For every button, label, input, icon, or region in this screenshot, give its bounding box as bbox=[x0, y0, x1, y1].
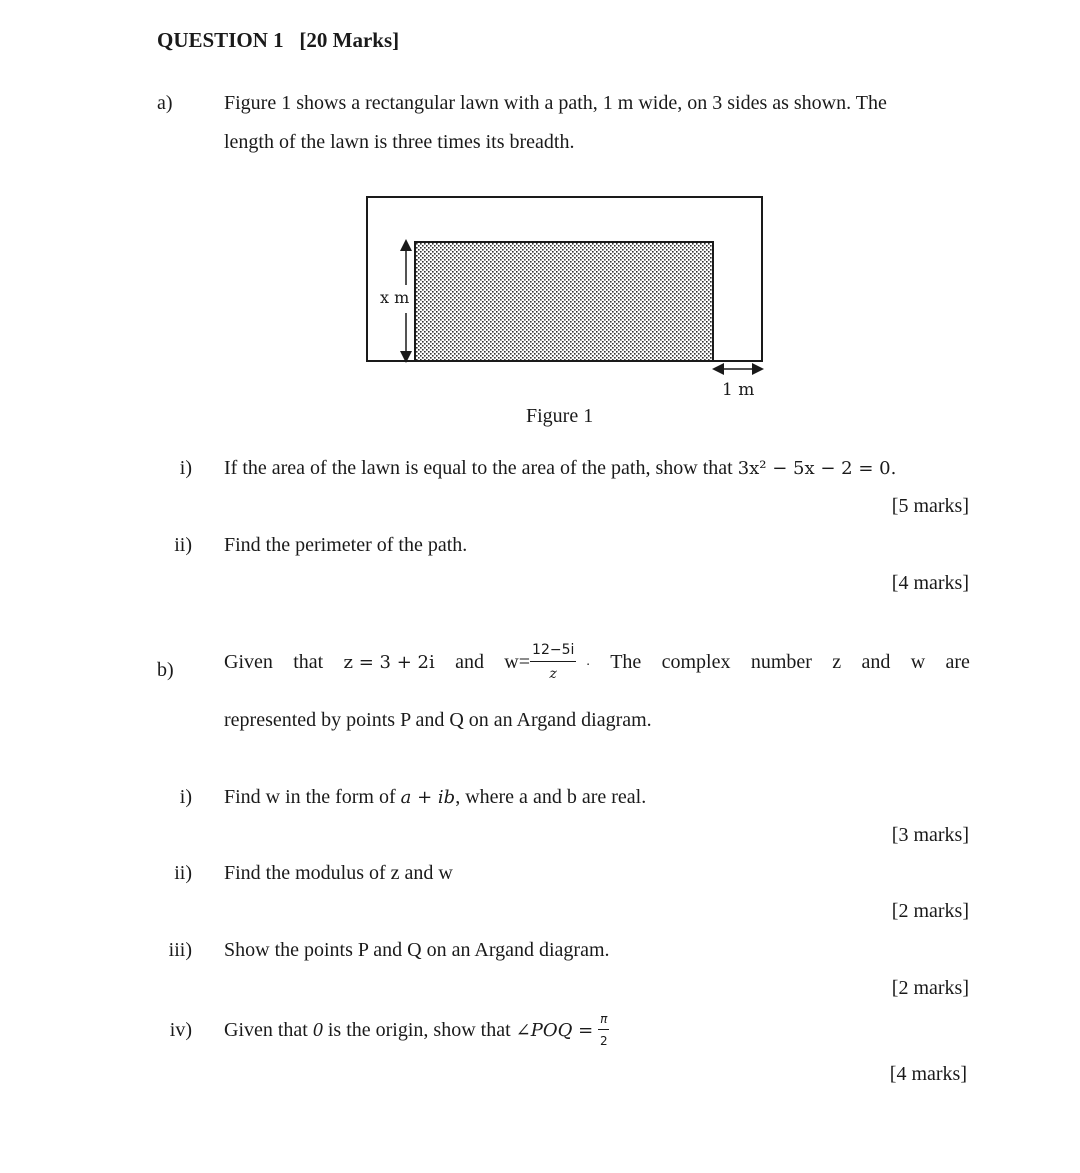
pi-over-two-fraction bbox=[598, 1012, 609, 1048]
part-b-and: and bbox=[455, 650, 484, 673]
part-b-i-text-before: Find w in the form of bbox=[224, 786, 396, 808]
part-b-given: Given bbox=[224, 650, 273, 673]
w-fraction bbox=[530, 642, 576, 682]
part-b-that: that bbox=[293, 650, 324, 673]
part-a-ii-label: ii) bbox=[174, 534, 192, 556]
part-b-complex: complex bbox=[661, 650, 731, 673]
path-width-label: 1 m bbox=[722, 380, 755, 400]
part-b-iv-marks: [4 marks] bbox=[889, 1063, 967, 1085]
part-a-i-label: i) bbox=[179, 457, 192, 479]
question-heading bbox=[157, 28, 399, 53]
part-b-iii-text: Show the points P and Q on an Argand diagram. bbox=[224, 939, 610, 961]
part-b-ii-text: Find the modulus of z and w bbox=[224, 862, 453, 884]
part-b-dot: . bbox=[586, 654, 590, 669]
part-a-ii-marks: [4 marks] bbox=[891, 572, 969, 594]
w-fraction-denominator: z bbox=[549, 666, 557, 682]
part-b-iii-marks: [2 marks] bbox=[891, 977, 969, 999]
part-b-iv-text-before: Given that bbox=[224, 1018, 308, 1041]
question-total-marks: [20 Marks] bbox=[299, 28, 400, 52]
part-b-label: b) bbox=[157, 659, 174, 681]
part-a-text-line2: length of the lawn is three times its breadth. bbox=[224, 131, 575, 153]
part-b-ii-label: ii) bbox=[174, 862, 192, 884]
part-b-line1 bbox=[224, 642, 970, 682]
question-title: QUESTION 1 bbox=[157, 28, 284, 52]
part-a-text-line1: Figure 1 shows a rectangular lawn with a path, 1 m wide, on 3 sides as shown. The bbox=[224, 92, 887, 114]
part-b-are: are bbox=[945, 650, 970, 673]
part-b-z-expression: z = 3 + 2i bbox=[343, 651, 435, 673]
w-fraction-numerator: 12−5i bbox=[530, 642, 576, 662]
part-b-w-equals: w= bbox=[504, 650, 531, 673]
part-a-ii-text: Find the perimeter of the path. bbox=[224, 534, 468, 556]
pi-fraction-denominator: 2 bbox=[599, 1034, 608, 1048]
figure-caption: Figure 1 bbox=[526, 405, 594, 427]
part-a-label: a) bbox=[157, 92, 173, 114]
part-b-w-letter: w bbox=[910, 650, 926, 673]
part-b-the: The bbox=[610, 650, 642, 673]
breadth-label: x m bbox=[380, 288, 410, 307]
part-b-i-expression: a + ib bbox=[400, 787, 456, 808]
part-a-i-question bbox=[224, 457, 896, 480]
lawn-rectangle bbox=[415, 242, 713, 361]
part-b-iv-label: iv) bbox=[169, 1019, 192, 1041]
part-b-i-label: i) bbox=[179, 786, 192, 808]
part-b-text-line2: represented by points P and Q on an Argand diagram. bbox=[224, 709, 652, 731]
part-b-iv-angle: ∠POQ = bbox=[515, 1019, 594, 1041]
part-a-i-marks: [5 marks] bbox=[891, 495, 969, 517]
part-b-w-fraction bbox=[504, 642, 590, 682]
part-b-i-question bbox=[224, 786, 646, 809]
part-b-iv-origin: 0 bbox=[312, 1018, 323, 1041]
part-b-iv-text-after: is the origin, show that bbox=[327, 1018, 511, 1041]
part-b-i-text-after: , where a and b are real. bbox=[455, 786, 647, 808]
part-b-z-letter: z bbox=[832, 650, 842, 673]
part-b-and2: and bbox=[861, 650, 891, 673]
figure-1-lawn-diagram bbox=[350, 185, 790, 410]
part-a-i-text: If the area of the lawn is equal to the area of the path, show that bbox=[224, 457, 733, 479]
part-b-number: number bbox=[750, 650, 812, 673]
pi-fraction-numerator: π bbox=[598, 1012, 609, 1030]
part-b-ii-marks: [2 marks] bbox=[891, 900, 969, 922]
part-a-i-equation: 3x² − 5x − 2 = 0. bbox=[737, 458, 897, 479]
part-b-i-marks: [3 marks] bbox=[891, 824, 969, 846]
part-b-iii-label: iii) bbox=[168, 939, 192, 961]
part-b-iv-question bbox=[224, 1010, 609, 1050]
